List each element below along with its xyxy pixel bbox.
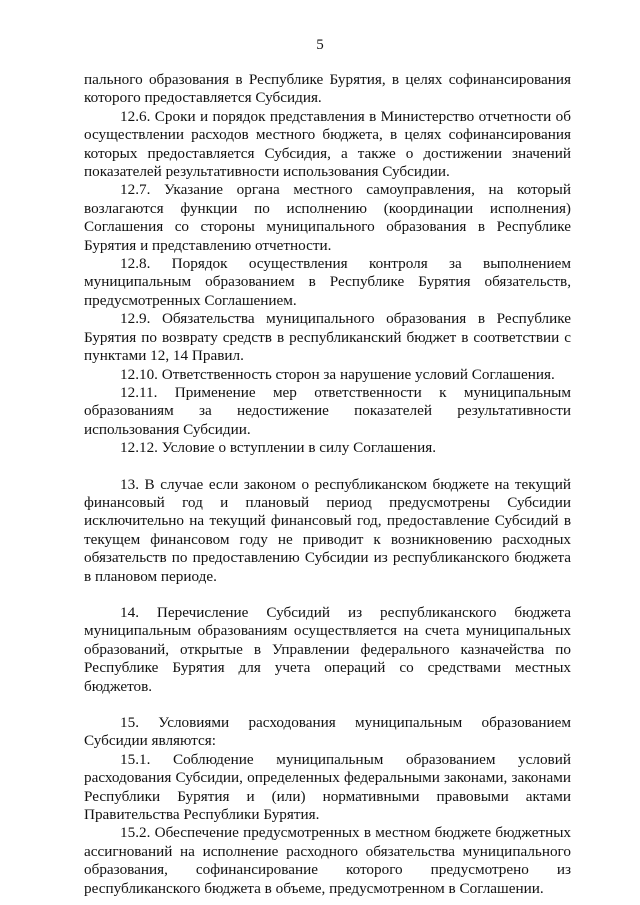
paragraph-12-9: 12.9. Обязательства муниципального образования в Республике Бурятия по возврату средств в республиканский бюджет в соответствии с пунктами 12, 14 Правил.	[84, 310, 571, 365]
paragraph-12-11: 12.11. Применение мер ответственности к муниципальным образованиям за недостижение показателей результативности использования Субсидии.	[84, 383, 571, 438]
paragraph-12-6: 12.6. Сроки и порядок представления в Министерство отчетности об осуществлении расходов местного бюджета, в целях софинансирования которых предоставляется Субсидия, а также о достижении значений показателей результативности использования Субсидии.	[84, 107, 571, 181]
paragraph-12-12: 12.12. Условие о вступлении в силу Соглашения.	[120, 439, 437, 457]
paragraph-12-7: 12.7. Указание органа местного самоуправления, на который возлагаются функции по исполнению (координации исполнения) Соглашения со стороны муниципального образования в Республике Бурятия и представлению отчетности.	[84, 181, 571, 254]
paragraph-12-8: 12.8. Порядок осуществления контроля за выполнением муниципальным образованием в Республике Бурятия обязательств, предусмотренных Соглашением.	[84, 255, 571, 309]
paragraph-12-10: 12.10. Ответственность сторон за нарушение условий Соглашения.	[120, 365, 555, 383]
paragraph-15-2: 15.2. Обеспечение предусмотренных в местном бюджете бюджетных ассигнований на исполнение расходного обязательства муниципального образования, софинансирование которого предусмотрено из республиканского бюджета в объеме, предусмотренном в Соглашении.	[84, 824, 571, 897]
paragraph-14: 14. Перечисление Субсидий из республиканского бюджета муниципальным образованиям осуществляется на счета муниципальных образований, открытые в Управлении федерального казначейства по Республике Бурятия для учета операций со средствами местных бюджетов.	[84, 603, 571, 695]
paragraph-13: 13. В случае если законом о республиканском бюджете на текущий финансовый год и плановый период предусмотрены Субсидии исключительно на текущий финансовый год, предоставление Субсидий в текущем финансовом году не приводит к возникновению расходных обязательств по предоставлению Субсидии из республиканского бюджета в плановом периоде.	[84, 475, 571, 585]
page-number: 5	[316, 37, 324, 53]
paragraph-15-1: 15.1. Соблюдение муниципальным образованием условий расходования Субсидии, определенных федеральными законами, законами Республики Бурятия и (или) нормативными правовыми актами Правительства Республики Бурятия.	[84, 750, 571, 824]
paragraph-15: 15. Условиями расходования муниципальным образованием Субсидии являются:	[84, 714, 571, 750]
paragraph-continuation: пального образования в Республике Бурятия, в целях софинансирования которого предоставляется Субсидия.	[84, 71, 571, 107]
document-body	[84, 71, 571, 898]
